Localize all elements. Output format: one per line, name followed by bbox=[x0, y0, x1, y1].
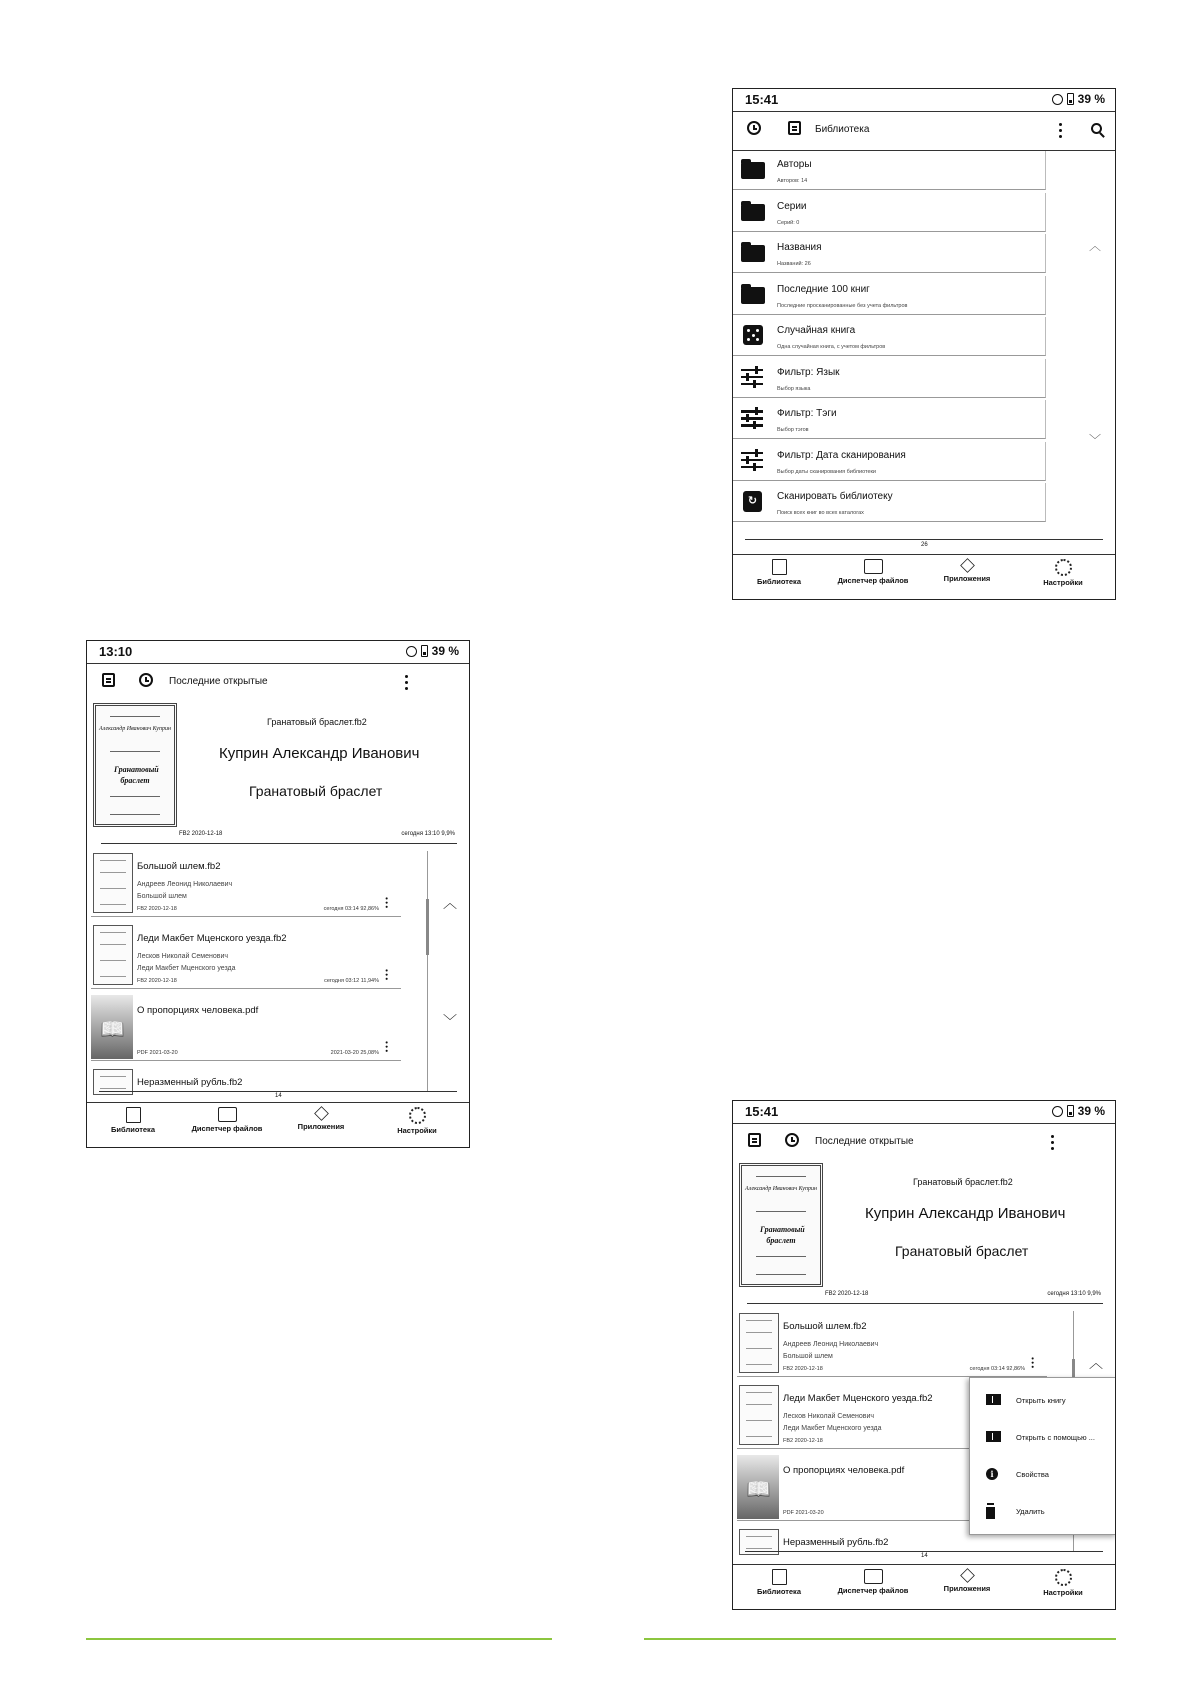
book-title: Большой шлем bbox=[783, 1353, 833, 1360]
cover-author: Александр Иванович Куприн bbox=[99, 726, 171, 732]
gear-icon bbox=[1055, 1569, 1072, 1586]
sliders-icon bbox=[741, 450, 765, 472]
trash-icon bbox=[986, 1505, 995, 1522]
scan-icon: ↻ bbox=[741, 491, 765, 513]
library-menu-item-subtitle: Выбор языка bbox=[777, 385, 811, 392]
book-last-opened: сегодня 03:14 92,86% bbox=[323, 906, 379, 912]
library-menu-item[interactable] bbox=[733, 442, 1046, 481]
battery-icon bbox=[1067, 1105, 1074, 1117]
folder-icon bbox=[741, 284, 765, 306]
status-right bbox=[1052, 1104, 1105, 1118]
current-book-author: Куприн Александр Иванович bbox=[219, 745, 420, 762]
toolbar-title: Библиотека bbox=[815, 124, 870, 135]
book-row[interactable] bbox=[91, 923, 401, 989]
book-file-name: О пропорциях человека.pdf bbox=[783, 1465, 905, 1476]
context-menu-item[interactable] bbox=[970, 1456, 1116, 1492]
nav-settings[interactable] bbox=[1023, 559, 1103, 587]
folder-icon bbox=[864, 559, 883, 574]
history-clock-icon[interactable] bbox=[783, 1133, 801, 1151]
page-count: 14 bbox=[275, 1093, 282, 1099]
status-time: 15:41 bbox=[745, 92, 779, 107]
book-cover bbox=[737, 1455, 779, 1519]
status-right bbox=[406, 644, 459, 658]
folder-icon bbox=[741, 201, 765, 223]
page-divider bbox=[99, 1091, 457, 1092]
toolbar bbox=[87, 664, 469, 702]
book-icon bbox=[126, 1107, 141, 1123]
nav-apps-label: Приложения bbox=[943, 1584, 991, 1593]
book-author: Андреев Леонид Николаевич bbox=[783, 1341, 879, 1348]
info-icon: i bbox=[986, 1468, 998, 1480]
current-book-format: FB2 2020-12-18 bbox=[825, 1291, 869, 1297]
toolbar-title: Последние открытые bbox=[815, 1136, 914, 1147]
book-format-date: FB2 2020-12-18 bbox=[783, 1366, 823, 1372]
status-time: 13:10 bbox=[99, 644, 133, 659]
current-book-format: FB2 2020-12-18 bbox=[179, 831, 223, 837]
bottom-nav bbox=[733, 1564, 1115, 1609]
nav-library[interactable] bbox=[93, 1107, 173, 1134]
sync-icon bbox=[406, 646, 417, 657]
book-cover bbox=[739, 1385, 779, 1445]
scroll-up-icon[interactable]: ︿ bbox=[1089, 1355, 1103, 1371]
scroll-down-icon[interactable]: ﹀ bbox=[1089, 433, 1102, 447]
book-author: Андреев Леонид Николаевич bbox=[137, 881, 233, 888]
library-menu-item-subtitle: Серий: 0 bbox=[777, 219, 800, 226]
book-title: Леди Макбет Мценского уезда bbox=[783, 1425, 882, 1432]
library-menu-item-subtitle: Выбор даты сканирования библиотеки bbox=[777, 468, 877, 475]
nav-files-label: Диспетчер файлов bbox=[191, 1124, 263, 1133]
context-menu-item[interactable] bbox=[970, 1419, 1116, 1455]
book-title: Леди Макбет Мценского уезда bbox=[137, 965, 236, 972]
battery-level: 39 % bbox=[1077, 92, 1105, 106]
toolbar bbox=[733, 1124, 1115, 1162]
cube-icon bbox=[314, 1106, 329, 1121]
more-menu-icon[interactable] bbox=[405, 675, 409, 691]
book-author: Лесков Николай Семенович bbox=[783, 1413, 875, 1420]
battery-level: 39 % bbox=[1077, 1104, 1105, 1118]
current-book-progress: сегодня 13:10 9,9% bbox=[1047, 1291, 1101, 1297]
library-menu-item-subtitle: Одна случайная книга, с учетом фильтров bbox=[777, 344, 886, 350]
scrollbar-track bbox=[427, 851, 428, 1091]
toolbar-title: Последние открытые bbox=[169, 676, 268, 687]
context-menu-item[interactable] bbox=[970, 1493, 1116, 1529]
nav-settings-label: Настройки bbox=[397, 1126, 437, 1135]
current-book-cover[interactable] bbox=[739, 1163, 823, 1287]
book-cover bbox=[91, 995, 133, 1059]
nav-library-label: Библиотека bbox=[111, 1125, 155, 1134]
context-screen bbox=[732, 1100, 1116, 1610]
current-book-file: Гранатовый браслет.fb2 bbox=[267, 717, 367, 727]
library-icon[interactable] bbox=[745, 1133, 763, 1151]
toolbar bbox=[733, 112, 1115, 150]
scroll-down-icon[interactable]: ﹀ bbox=[443, 1013, 457, 1029]
context-menu-item[interactable] bbox=[970, 1382, 1116, 1418]
nav-settings[interactable] bbox=[377, 1107, 457, 1135]
current-book-file: Гранатовый браслет.fb2 bbox=[913, 1177, 1013, 1187]
book-icon bbox=[772, 559, 787, 575]
scroll-up-icon[interactable]: ︿ bbox=[443, 895, 457, 911]
page-divider bbox=[745, 539, 1103, 540]
book-file-name: Леди Макбет Мценского уезда.fb2 bbox=[783, 1393, 933, 1404]
nav-files[interactable] bbox=[833, 1569, 913, 1595]
book-row[interactable] bbox=[737, 1311, 1047, 1377]
library-menu-item[interactable] bbox=[733, 483, 1046, 522]
sync-icon bbox=[1052, 1106, 1063, 1117]
nav-apps-label: Приложения bbox=[297, 1122, 345, 1131]
folder-icon bbox=[741, 159, 765, 181]
book-file-name: Леди Макбет Мценского уезда.fb2 bbox=[137, 933, 287, 944]
page-footer-line-left bbox=[86, 1638, 552, 1640]
book-file-name: Неразменный рубль.fb2 bbox=[137, 1077, 243, 1088]
library-menu-item-title: Авторы bbox=[777, 159, 812, 170]
book-format-date: PDF 2021-03-20 bbox=[137, 1050, 178, 1056]
book-author: Лесков Николай Семенович bbox=[137, 953, 229, 960]
book-file-name: Большой шлем.fb2 bbox=[783, 1321, 867, 1332]
page-divider bbox=[745, 1551, 1103, 1552]
book-file-name: Неразменный рубль.fb2 bbox=[783, 1537, 889, 1548]
library-menu-item[interactable] bbox=[733, 193, 1046, 232]
book-format-date: FB2 2020-12-18 bbox=[137, 978, 177, 984]
current-book-title: Гранатовый браслет bbox=[895, 1243, 1029, 1259]
library-menu-item-title: Названия bbox=[777, 242, 822, 253]
nav-settings-label: Настройки bbox=[1043, 1588, 1083, 1597]
library-screen bbox=[732, 88, 1116, 600]
book-format-date: FB2 2020-12-18 bbox=[783, 1438, 823, 1444]
current-book-title: Гранатовый браслет bbox=[249, 783, 383, 799]
context-menu-item-label: Свойства bbox=[1016, 1470, 1049, 1479]
library-menu-item-title: Фильтр: Тэги bbox=[777, 408, 837, 419]
open-book-icon: 📖 bbox=[746, 1479, 771, 1501]
sync-icon bbox=[1052, 94, 1063, 105]
book-menu-icon[interactable] bbox=[386, 897, 389, 908]
battery-icon bbox=[421, 645, 428, 657]
open-book-icon bbox=[986, 1431, 1001, 1445]
nav-apps[interactable] bbox=[927, 559, 1007, 583]
context-menu-item-label: Удалить bbox=[1016, 1507, 1045, 1516]
book-cover bbox=[93, 853, 133, 913]
book-title: Большой шлем bbox=[137, 893, 187, 900]
current-book-author: Куприн Александр Иванович bbox=[865, 1205, 1066, 1222]
bottom-nav bbox=[87, 1102, 469, 1147]
scroll-up-icon[interactable]: ︿ bbox=[1089, 239, 1102, 253]
battery-icon bbox=[1067, 93, 1074, 105]
current-book-cover[interactable] bbox=[93, 703, 177, 827]
status-time: 15:41 bbox=[745, 1104, 779, 1119]
cube-icon bbox=[960, 1568, 975, 1583]
sliders-icon bbox=[741, 408, 765, 430]
cube-icon bbox=[960, 558, 975, 573]
status-bar bbox=[733, 1101, 1115, 1124]
library-menu-item[interactable] bbox=[733, 400, 1046, 439]
gear-icon bbox=[409, 1107, 426, 1124]
more-menu-icon[interactable] bbox=[1059, 123, 1063, 139]
search-icon[interactable] bbox=[1087, 121, 1105, 139]
library-menu-item-subtitle: Выбор тэгов bbox=[777, 427, 809, 433]
library-menu-item-subtitle: Последние просканированные без учета фильтров bbox=[777, 302, 908, 309]
scrollbar-thumb[interactable] bbox=[426, 899, 429, 955]
nav-settings-label: Настройки bbox=[1043, 578, 1083, 587]
book-last-opened: сегодня 03:14 92,86% bbox=[969, 1366, 1025, 1372]
status-right bbox=[1052, 92, 1105, 106]
book-format-date: PDF 2021-03-20 bbox=[783, 1510, 824, 1516]
nav-files[interactable] bbox=[187, 1107, 267, 1133]
nav-files-label: Диспетчер файлов bbox=[837, 576, 909, 585]
recent-screen bbox=[86, 640, 470, 1148]
context-menu bbox=[969, 1377, 1116, 1535]
library-icon[interactable] bbox=[99, 673, 117, 691]
nav-library-label: Библиотека bbox=[757, 577, 801, 586]
open-book-icon: 📖 bbox=[100, 1019, 125, 1041]
gear-icon bbox=[1055, 559, 1072, 576]
context-menu-item-label: Открыть с помощью ... bbox=[1016, 1433, 1095, 1442]
sliders-icon bbox=[741, 367, 765, 389]
book-row[interactable] bbox=[91, 851, 401, 917]
page-count: 14 bbox=[921, 1553, 928, 1559]
nav-library-label: Библиотека bbox=[757, 1587, 801, 1596]
folder-icon bbox=[864, 1569, 883, 1584]
book-icon bbox=[772, 1569, 787, 1585]
nav-apps[interactable] bbox=[281, 1107, 361, 1131]
cover-author: Александр Иванович Куприн bbox=[745, 1186, 817, 1192]
bottom-nav bbox=[733, 554, 1115, 599]
history-clock-icon[interactable] bbox=[137, 673, 155, 691]
book-menu-icon[interactable] bbox=[1032, 1357, 1035, 1368]
library-menu-item-title: Серии bbox=[777, 200, 807, 212]
page-footer-line-right bbox=[644, 1638, 1116, 1640]
book-menu-icon[interactable] bbox=[386, 1041, 389, 1052]
library-menu-item[interactable] bbox=[733, 234, 1046, 273]
book-file-name: Большой шлем.fb2 bbox=[137, 861, 221, 872]
scrollbar-thumb[interactable] bbox=[1072, 1359, 1075, 1379]
library-menu-item[interactable] bbox=[733, 359, 1046, 398]
library-menu-item-subtitle: Авторов: 14 bbox=[777, 178, 808, 184]
battery-level: 39 % bbox=[431, 644, 459, 658]
folder-icon bbox=[218, 1107, 237, 1122]
status-bar bbox=[87, 641, 469, 664]
library-menu-item-subtitle: Поиск всех книг во всех каталогах bbox=[777, 510, 864, 516]
dice-icon bbox=[741, 325, 765, 347]
more-menu-icon[interactable] bbox=[1051, 1135, 1055, 1151]
status-bar bbox=[733, 89, 1115, 112]
library-menu-item[interactable] bbox=[733, 317, 1046, 356]
library-menu-item[interactable] bbox=[733, 276, 1046, 315]
book-last-opened: сегодня 03:12 11,94% bbox=[324, 978, 379, 984]
book-last-opened: 2021-03-20 25,08% bbox=[330, 1050, 379, 1056]
library-menu-item-subtitle: Названий: 26 bbox=[777, 261, 811, 267]
folder-icon bbox=[741, 242, 765, 264]
book-file-name: О пропорциях человека.pdf bbox=[137, 1005, 259, 1016]
library-menu-item-title: Последние 100 книг bbox=[777, 283, 870, 295]
page-count: 26 bbox=[921, 542, 928, 548]
library-menu-item[interactable] bbox=[733, 151, 1046, 190]
book-cover bbox=[93, 925, 133, 985]
library-menu-item-title: Фильтр: Дата сканирования bbox=[777, 449, 906, 461]
nav-library[interactable] bbox=[739, 1569, 819, 1596]
nav-files[interactable] bbox=[833, 559, 913, 585]
library-menu-item-title: Сканировать библиотеку bbox=[777, 491, 893, 502]
nav-settings[interactable] bbox=[1023, 1569, 1103, 1597]
cover-title: Гранатовый браслет bbox=[760, 1225, 805, 1245]
open-book-icon bbox=[986, 1394, 1001, 1408]
divider bbox=[747, 1303, 1103, 1304]
nav-files-label: Диспетчер файлов bbox=[837, 1586, 909, 1595]
history-clock-icon[interactable] bbox=[745, 121, 763, 139]
nav-apps[interactable] bbox=[927, 1569, 1007, 1593]
current-book-progress: сегодня 13:10 9,9% bbox=[401, 831, 455, 837]
book-menu-icon[interactable] bbox=[386, 969, 389, 980]
book-format-date: FB2 2020-12-18 bbox=[137, 906, 177, 912]
library-menu-item-title: Фильтр: Язык bbox=[777, 366, 840, 378]
nav-library[interactable] bbox=[739, 559, 819, 586]
divider bbox=[101, 843, 457, 844]
nav-apps-label: Приложения bbox=[943, 574, 991, 583]
book-row[interactable] bbox=[91, 995, 401, 1061]
context-menu-item-label: Открыть книгу bbox=[1016, 1396, 1066, 1405]
library-icon[interactable] bbox=[785, 121, 803, 139]
library-menu-item-title: Случайная книга bbox=[777, 325, 856, 336]
book-cover bbox=[739, 1313, 779, 1373]
cover-title: Гранатовый браслет bbox=[114, 765, 159, 785]
